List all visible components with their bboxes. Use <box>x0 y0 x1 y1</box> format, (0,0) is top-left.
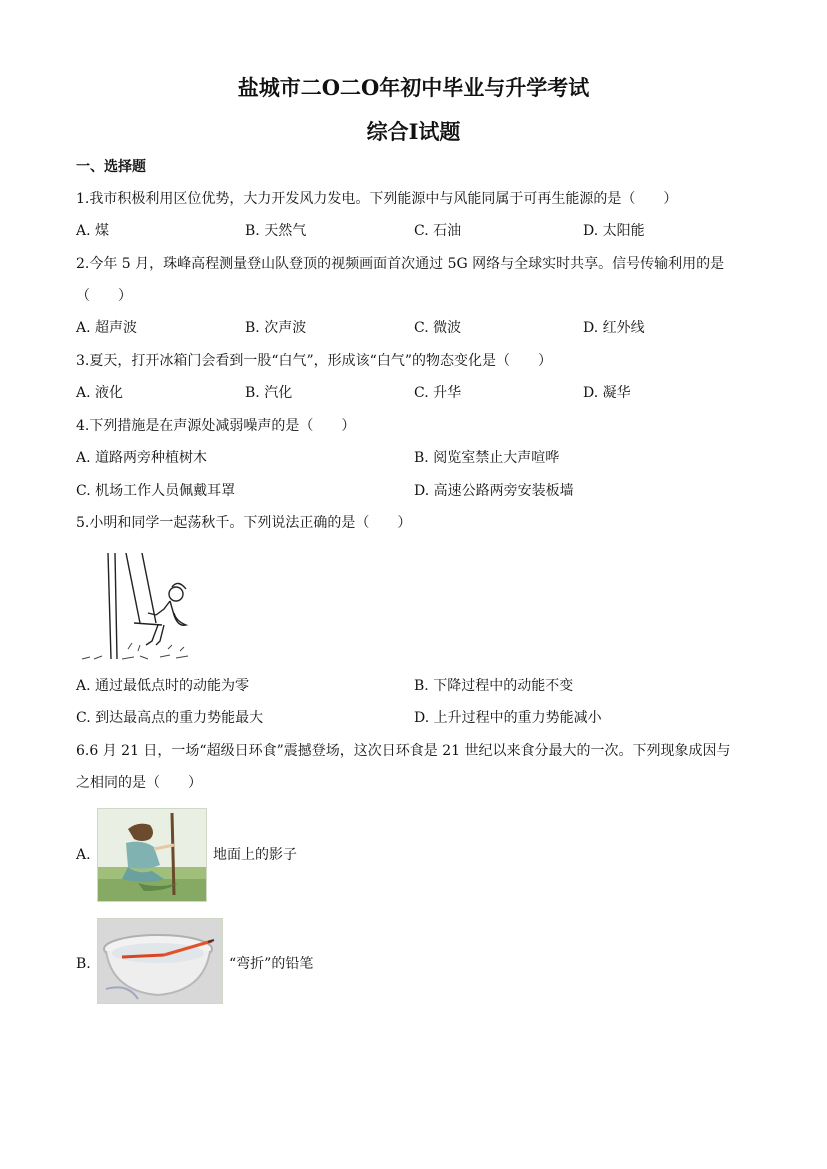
q3-option-d[interactable]: D. 凝华 <box>583 385 631 401</box>
q3-option-b[interactable]: B. 汽化 <box>245 385 293 401</box>
shadow-photo <box>97 808 207 902</box>
question-1-stem: 1.我市积极利用区位优势，大力开发风力发电。下列能源中与风能同属于可再生能源的是（ ） <box>76 191 678 207</box>
question-5-stem: 5.小明和同学一起荡秋千。下列说法正确的是（ ） <box>76 515 412 531</box>
q4-option-b[interactable]: B. 阅览室禁止大声喧哗 <box>414 450 560 466</box>
question-2-stem: 2.今年 5 月，珠峰高程测量登山队登顶的视频画面首次通过 5G 网络与全球实时共享。信号传输利用的是 <box>76 256 725 272</box>
q2-option-d[interactable]: D. 红外线 <box>583 320 645 336</box>
q4-option-c[interactable]: C. 机场工作人员佩戴耳罩 <box>76 483 236 499</box>
q6-option-b[interactable]: B. <box>76 956 91 972</box>
swing-illustration <box>78 551 198 665</box>
q4-option-d[interactable]: D. 高速公路两旁安装板墙 <box>414 483 574 499</box>
q1-option-d[interactable]: D. 太阳能 <box>583 223 645 239</box>
q5-option-d[interactable]: D. 上升过程中的重力势能减小 <box>414 710 602 726</box>
bent-pencil-photo <box>97 918 223 1004</box>
question-6-stem: 6.6 月 21 日，一场“超级日环食”震撼登场，这次日环食是 21 世纪以来食分最大的一次。下列现象成因与 <box>76 743 731 759</box>
q6-option-b-caption: “弯折”的铅笔 <box>229 956 314 972</box>
question-6-stem-cont: 之相同的是（ ） <box>76 775 202 791</box>
q4-option-a[interactable]: A. 道路两旁种植树木 <box>76 450 208 466</box>
question-3-stem: 3.夏天，打开冰箱门会看到一股“白气”，形成该“白气”的物态变化是（ ） <box>76 353 552 369</box>
q2-option-b[interactable]: B. 次声波 <box>245 320 307 336</box>
question-4-stem: 4.下列措施是在声源处减弱噪声的是（ ） <box>76 418 356 434</box>
q6-option-a-caption: 地面上的影子 <box>213 847 297 863</box>
question-2-stem-cont: （ ） <box>76 288 132 304</box>
q1-option-b[interactable]: B. 天然气 <box>245 223 307 239</box>
q3-option-a[interactable]: A. 液化 <box>76 385 124 401</box>
q2-option-c[interactable]: C. 微波 <box>414 320 462 336</box>
q6-option-a[interactable]: A. <box>76 847 91 863</box>
q3-option-c[interactable]: C. 升华 <box>414 385 462 401</box>
q5-option-b[interactable]: B. 下降过程中的动能不变 <box>414 678 574 694</box>
q5-option-c[interactable]: C. 到达最高点的重力势能最大 <box>76 710 264 726</box>
page-title: 盐城市二O二O年初中毕业与升学考试 <box>237 75 590 100</box>
q1-option-a[interactable]: A. 煤 <box>76 223 110 239</box>
section-heading: 一、选择题 <box>76 159 146 175</box>
q1-option-c[interactable]: C. 石油 <box>414 223 462 239</box>
q2-option-a[interactable]: A. 超声波 <box>76 320 138 336</box>
page-subtitle: 综合Ⅰ试题 <box>366 119 461 144</box>
q5-option-a[interactable]: A. 通过最低点时的动能为零 <box>76 678 250 694</box>
